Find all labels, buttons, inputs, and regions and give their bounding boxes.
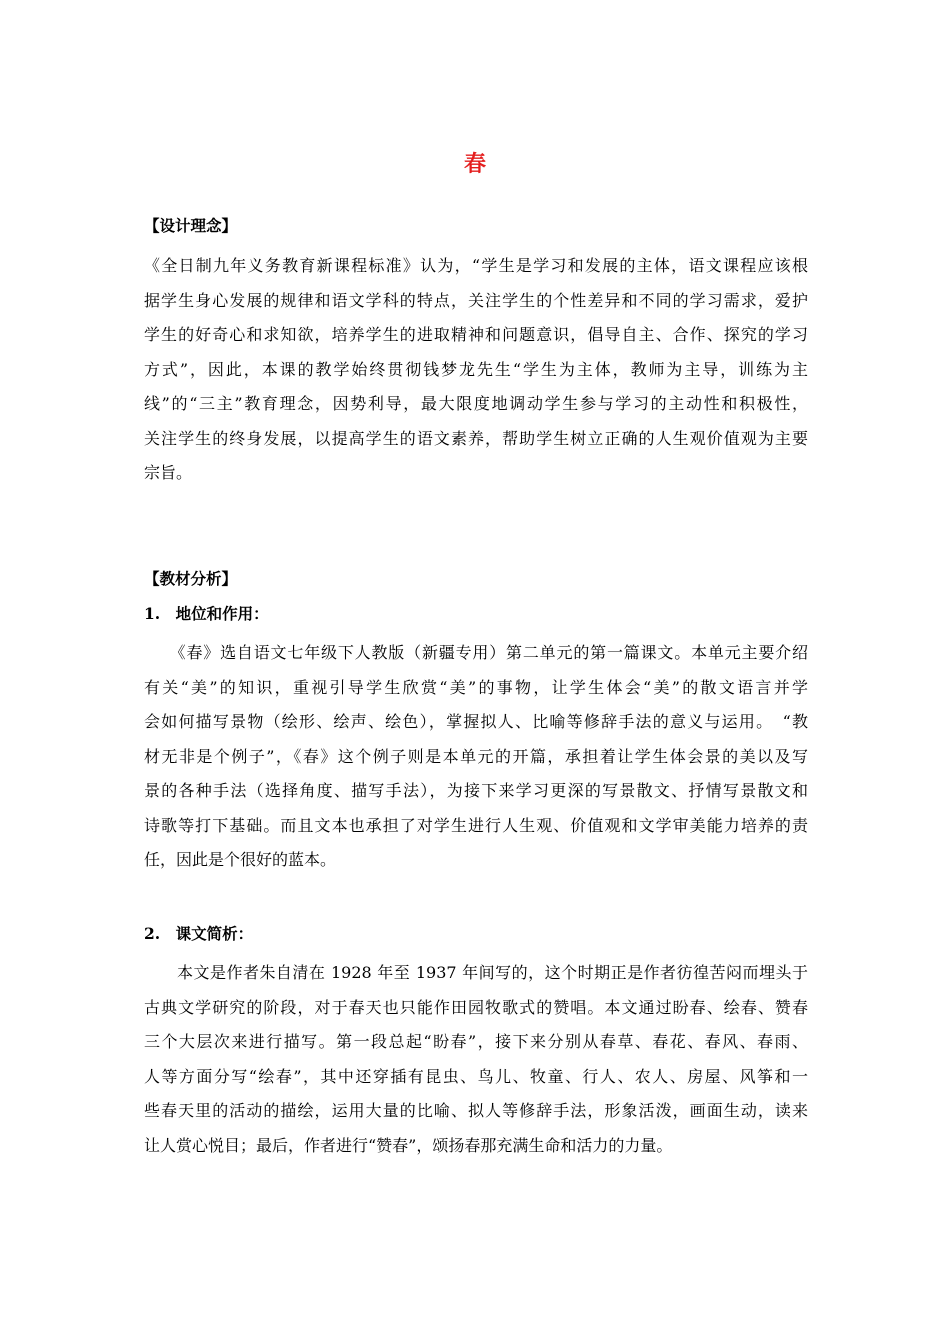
design-concept-heading: 【设计理念】 [144,216,238,235]
paragraph-line: 方式”，因此，本课的教学始终贯彻钱梦龙先生“学生为主体，教师为主导，训练为主 [144,359,808,379]
paragraph-line: 会如何描写景物（绘形、绘声、绘色），掌握拟人、比喻等修辞手法的意义与运用。 “教 [144,712,808,731]
paragraph-line: 关注学生的终身发展，以提高学生的语文素养，帮助学生树立正确的人生观价值观为主要 [144,428,808,448]
text-analysis-heading: 2. 课文简析： [144,924,254,943]
paragraph-line: 古典文学研究的阶段，对于春天也只能作田园牧歌式的赞唱。本文通过盼春、绘春、赞春 [144,997,808,1017]
text-analysis-paragraph [144,956,808,1163]
position-role-heading: 1. 地位和作用： [144,604,269,623]
design-concept-paragraph [144,249,808,491]
paragraph-line: 《春》选自语文七年级下人教版（新疆专用）第二单元的第一篇课文。本单元主要介绍 [144,643,808,662]
paragraph-line: 《全日制九年义务教育新课程标准》认为，“学生是学习和发展的主体，语文课程应该根 [144,256,808,275]
paragraph-line: 宗旨。 [144,463,193,482]
paragraph-line: 学生的好奇心和求知欲，培养学生的进取精神和问题意识，倡导自主、合作、探究的学习 [144,325,808,344]
paragraph-line: 有关“美”的知识，重视引导学生欣赏“美”的事物，让学生体会“美”的散文语言并学 [144,677,808,697]
paragraph-line: 据学生身心发展的规律和语文学科的特点，关注学生的个性差异和不同的学习需求，爱护 [144,290,808,310]
paragraph-line: 景的各种手法（选择角度、描写手法），为接下来学习更深的写景散文、抒情写景散文和 [144,781,808,800]
material-analysis-heading: 【教材分析】 [144,569,238,588]
paragraph-line: 材无非是个例子”，《春》这个例子则是本单元的开篇，承担着让学生体会景的美以及写 [144,746,808,766]
paragraph-line: 让人赏心悦目；最后，作者进行“赞春”，颂扬春那充满生命和活力的力量。 [144,1135,673,1155]
document-title: 春 [463,151,486,177]
paragraph-line: 线”的“三主”教育理念，因势利导，最大限度地调动学生参与学习的主动性和积极性， [144,394,808,413]
paragraph-line: 诗歌等打下基础。而且文本也承担了对学生进行人生观、价值观和文学审美能力培养的责 [144,815,808,835]
position-role-paragraph [144,636,808,878]
paragraph-line: 三个大层次来进行描写。第一段总起“盼春”，接下来分别从春草、春花、春风、春雨、 [144,1032,808,1051]
paragraph-line: 些春天里的活动的描绘，运用大量的比喻、拟人等修辞手法，形象活泼，画面生动，读来 [144,1101,808,1120]
paragraph-line: 本文是作者朱自清在 1928 年至 1937 年间写的，这个时期正是作者彷徨苦闷而埋头于 [144,963,808,982]
paragraph-line: 人等方面分写“绘春”，其中还穿插有昆虫、鸟儿、牧童、行人、农人、房屋、风筝和一 [144,1066,808,1086]
paragraph-line: 任，因此是个很好的蓝本。 [144,850,337,869]
